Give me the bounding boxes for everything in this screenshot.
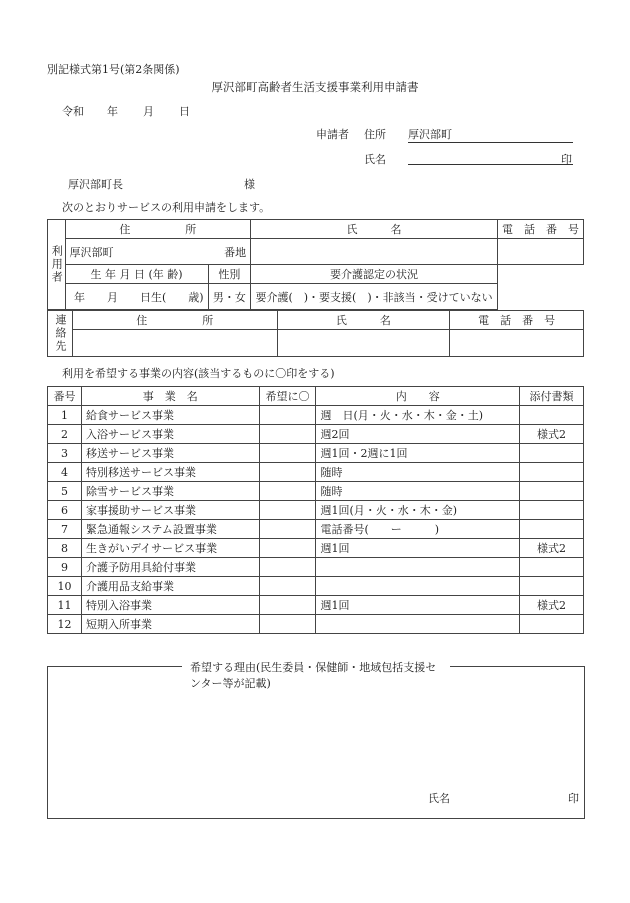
contact-phone-cell[interactable]: [450, 330, 584, 357]
user-address-cell[interactable]: [65, 239, 251, 265]
service-wish-cell[interactable]: [259, 501, 316, 520]
user-header-phone: 電 話 番 号: [498, 220, 584, 239]
service-name: 特別入浴事業: [81, 596, 259, 615]
service-name: 短期入所事業: [81, 615, 259, 634]
service-number: 12: [48, 615, 82, 634]
service-row: [48, 520, 584, 539]
reason-title: 希望する理由(民生委員・保健師・地域包括支援センター等が記載): [182, 659, 450, 691]
user-header-care: 要介護認定の状況: [251, 265, 498, 284]
contact-side-label: 連絡先: [48, 311, 73, 357]
service-wish-cell[interactable]: [259, 444, 316, 463]
reason-box[interactable]: [47, 661, 585, 819]
service-attachment: 様式2: [520, 539, 584, 558]
services-header-attachment: 添付書類: [520, 387, 584, 406]
service-row: [48, 444, 584, 463]
service-attachment: 様式2: [520, 425, 584, 444]
service-row: [48, 482, 584, 501]
service-row: [48, 539, 584, 558]
page-title: 厚沢部町高齢者生活支援事業利用申請書: [211, 80, 419, 94]
service-number: 5: [48, 482, 82, 501]
service-attachment: [520, 520, 584, 539]
service-attachment: [520, 577, 584, 596]
services-header-name: 事 業 名: [81, 387, 259, 406]
date-era: 令和: [62, 105, 84, 118]
user-table: [47, 219, 584, 310]
user-gender-cell[interactable]: 男・女: [208, 284, 251, 310]
service-name: 除雪サービス事業: [81, 482, 259, 501]
service-wish-cell[interactable]: [259, 615, 316, 634]
service-attachment: [520, 482, 584, 501]
services-table: [47, 386, 584, 634]
applicant-address-value: 厚沢部町: [408, 128, 452, 141]
service-wish-cell[interactable]: [259, 539, 316, 558]
service-wish-cell[interactable]: [259, 596, 316, 615]
service-wish-cell[interactable]: [259, 482, 316, 501]
contact-header-name: 氏 名: [277, 311, 450, 330]
user-care-cell[interactable]: 要介護( )・要支援( )・非該当・受けていない: [251, 284, 498, 310]
service-number: 9: [48, 558, 82, 577]
service-name: 移送サービス事業: [81, 444, 259, 463]
service-number: 2: [48, 425, 82, 444]
user-header-gender: 性別: [208, 265, 251, 284]
service-attachment: [520, 615, 584, 634]
service-content: [316, 577, 520, 596]
service-wish-cell[interactable]: [259, 425, 316, 444]
user-name-cell[interactable]: [251, 239, 498, 265]
applicant-address-field[interactable]: [408, 126, 573, 143]
service-row: [48, 596, 584, 615]
service-attachment: [520, 501, 584, 520]
service-name: 生きがいデイサービス事業: [81, 539, 259, 558]
service-content: [316, 615, 520, 634]
service-wish-cell[interactable]: [259, 577, 316, 596]
services-header-number: 番号: [48, 387, 82, 406]
service-attachment: 様式2: [520, 596, 584, 615]
date-year: 年: [107, 105, 118, 118]
service-content: 随時: [316, 482, 520, 501]
service-wish-cell[interactable]: [259, 463, 316, 482]
service-wish-cell[interactable]: [259, 520, 316, 539]
service-name: 給食サービス事業: [81, 406, 259, 425]
service-content: 週1回(月・火・水・木・金): [316, 501, 520, 520]
service-row: [48, 406, 584, 425]
service-content: [316, 558, 520, 577]
contact-header-address: 住 所: [72, 311, 277, 330]
service-name: 緊急通報システム設置事業: [81, 520, 259, 539]
service-content: 週 日(月・火・水・木・金・土): [316, 406, 520, 425]
service-attachment: [520, 463, 584, 482]
service-row: [48, 577, 584, 596]
user-address-suffix: 番地: [224, 245, 247, 259]
form-number: 別記様式第1号(第2条関係): [47, 63, 180, 76]
service-name: 介護予防用具給付事業: [81, 558, 259, 577]
applicant-name-field[interactable]: [408, 151, 573, 165]
service-content: 週1回: [316, 596, 520, 615]
service-name: 家事援助サービス事業: [81, 501, 259, 520]
service-number: 8: [48, 539, 82, 558]
service-content: 週1回: [316, 539, 520, 558]
service-content: 週1回・2週に1回: [316, 444, 520, 463]
service-attachment: [520, 558, 584, 577]
service-name: 入浴サービス事業: [81, 425, 259, 444]
service-wish-cell[interactable]: [259, 558, 316, 577]
service-attachment: [520, 406, 584, 425]
addressee-name: 厚沢部町長: [68, 178, 123, 191]
applicant-address-label: 住所: [364, 128, 386, 141]
service-attachment: [520, 444, 584, 463]
applicant-seal: 印: [561, 153, 572, 166]
service-number: 3: [48, 444, 82, 463]
date-month: 月: [143, 105, 154, 118]
services-intro: 利用を希望する事業の内容(該当するものに〇印をする): [62, 367, 335, 380]
service-name: 特別移送サービス事業: [81, 463, 259, 482]
service-content: 週2回: [316, 425, 520, 444]
contact-table: [47, 310, 584, 357]
date-day: 日: [179, 105, 190, 118]
service-content: 随時: [316, 463, 520, 482]
user-address-value: 厚沢部町: [69, 245, 114, 259]
service-number: 4: [48, 463, 82, 482]
user-header-name: 氏 名: [251, 220, 498, 239]
service-number: 6: [48, 501, 82, 520]
service-name: 介護用品支給事業: [81, 577, 259, 596]
contact-address-cell[interactable]: [72, 330, 277, 357]
applicant-label: 申請者: [316, 128, 349, 141]
service-content: 電話番号( ー ): [316, 520, 520, 539]
service-row: [48, 463, 584, 482]
services-header-wish: 希望に〇: [259, 387, 316, 406]
reason-seal: 印: [568, 792, 579, 805]
service-number: 10: [48, 577, 82, 596]
service-number: 7: [48, 520, 82, 539]
reason-name-label: 氏名: [428, 792, 450, 805]
services-header-content: 内 容: [316, 387, 520, 406]
service-row: [48, 558, 584, 577]
user-header-address: 住 所: [65, 220, 251, 239]
user-birth-cell[interactable]: 年 月 日生( 歳): [65, 284, 208, 310]
intro-text: 次のとおりサービスの利用申請をします。: [62, 201, 271, 214]
service-row: [48, 501, 584, 520]
service-wish-cell[interactable]: [259, 406, 316, 425]
service-row: [48, 425, 584, 444]
user-side-label: 利用者: [48, 220, 66, 310]
applicant-name-label: 氏名: [364, 153, 386, 166]
service-number: 1: [48, 406, 82, 425]
service-row: [48, 615, 584, 634]
contact-header-phone: 電 話 番 号: [450, 311, 584, 330]
user-header-birth: 生 年 月 日 (年 齢): [65, 265, 208, 284]
user-phone-cell[interactable]: [498, 239, 584, 265]
contact-name-cell[interactable]: [277, 330, 450, 357]
service-number: 11: [48, 596, 82, 615]
addressee-honorific: 様: [244, 178, 255, 191]
